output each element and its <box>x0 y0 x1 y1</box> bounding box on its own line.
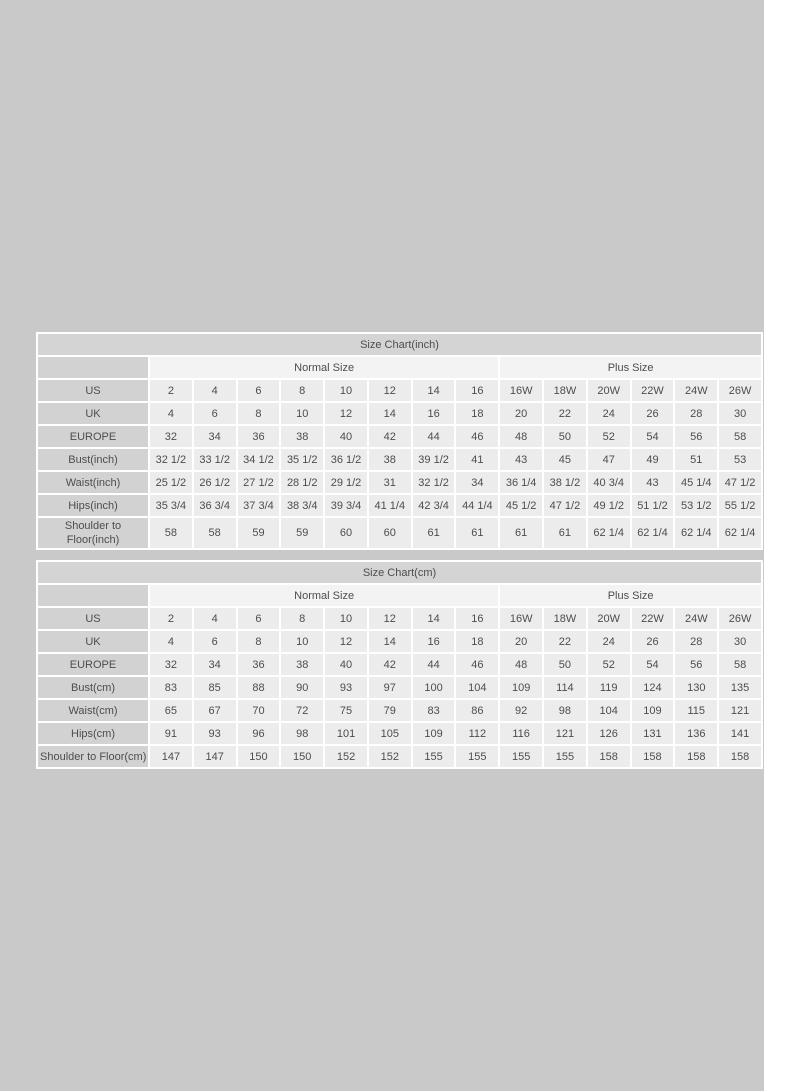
row-label: Bust(inch) <box>38 449 148 470</box>
size-value: 70 <box>238 700 280 721</box>
size-value: 49 <box>632 449 674 470</box>
size-value: 41 1/4 <box>369 495 411 516</box>
size-value: 105 <box>369 723 411 744</box>
table-row <box>38 677 761 698</box>
size-value: 8 <box>238 403 280 424</box>
size-value: 58 <box>194 518 236 548</box>
size-value: 34 <box>194 654 236 675</box>
size-value: 20 <box>500 403 542 424</box>
size-value: 37 3/4 <box>238 495 280 516</box>
size-value: 155 <box>456 746 498 767</box>
size-value: 58 <box>719 426 761 447</box>
table-title-row <box>38 562 761 583</box>
size-value: 31 <box>369 472 411 493</box>
size-value: 52 <box>588 426 630 447</box>
size-value: 39 3/4 <box>325 495 367 516</box>
size-value: 46 <box>456 654 498 675</box>
size-value: 12 <box>369 608 411 629</box>
size-value: 109 <box>500 677 542 698</box>
table-row <box>38 426 761 447</box>
size-value: 130 <box>675 677 717 698</box>
size-value: 4 <box>150 631 192 652</box>
size-value: 32 <box>150 426 192 447</box>
size-value: 16W <box>500 608 542 629</box>
row-label: Shoulder to Floor(inch) <box>38 518 148 548</box>
size-value: 59 <box>238 518 280 548</box>
size-value: 93 <box>194 723 236 744</box>
size-value: 152 <box>325 746 367 767</box>
corner-cell <box>38 585 148 606</box>
size-value: 56 <box>675 426 717 447</box>
size-value: 14 <box>413 608 455 629</box>
size-value: 39 1/2 <box>413 449 455 470</box>
group-header: Plus Size <box>500 357 761 378</box>
size-value: 10 <box>325 608 367 629</box>
size-value: 121 <box>544 723 586 744</box>
size-value: 42 <box>369 654 411 675</box>
size-value: 28 <box>675 631 717 652</box>
row-label: EUROPE <box>38 426 148 447</box>
size-value: 14 <box>369 403 411 424</box>
size-value: 48 <box>500 426 542 447</box>
size-value: 14 <box>413 380 455 401</box>
size-value: 20 <box>500 631 542 652</box>
size-value: 44 <box>413 426 455 447</box>
size-value: 61 <box>456 518 498 548</box>
size-value: 32 1/2 <box>150 449 192 470</box>
size-value: 42 <box>369 426 411 447</box>
size-value: 46 <box>456 426 498 447</box>
size-value: 16 <box>413 631 455 652</box>
table-row <box>38 746 761 767</box>
size-value: 50 <box>544 426 586 447</box>
size-value: 136 <box>675 723 717 744</box>
size-value: 54 <box>632 426 674 447</box>
size-value: 22W <box>632 608 674 629</box>
size-value: 158 <box>632 746 674 767</box>
size-value: 112 <box>456 723 498 744</box>
corner-cell <box>38 357 148 378</box>
size-value: 20W <box>588 608 630 629</box>
size-value: 18W <box>544 608 586 629</box>
size-value: 121 <box>719 700 761 721</box>
row-label: Waist(cm) <box>38 700 148 721</box>
size-value: 53 1/2 <box>675 495 717 516</box>
size-value: 62 1/4 <box>632 518 674 548</box>
size-value: 45 <box>544 449 586 470</box>
size-value: 24 <box>588 403 630 424</box>
size-value: 34 <box>194 426 236 447</box>
size-value: 34 <box>456 472 498 493</box>
group-header: Normal Size <box>150 585 498 606</box>
size-value: 58 <box>719 654 761 675</box>
table-row <box>38 518 761 548</box>
table-row <box>38 631 761 652</box>
size-value: 52 <box>588 654 630 675</box>
size-value: 40 3/4 <box>588 472 630 493</box>
table-row <box>38 495 761 516</box>
size-value: 155 <box>544 746 586 767</box>
size-value: 34 1/2 <box>238 449 280 470</box>
size-value: 158 <box>675 746 717 767</box>
size-value: 6 <box>238 608 280 629</box>
size-value: 60 <box>325 518 367 548</box>
size-chart-inch <box>36 332 763 550</box>
size-value: 104 <box>456 677 498 698</box>
row-label: US <box>38 380 148 401</box>
row-label: Hips(inch) <box>38 495 148 516</box>
size-value: 6 <box>194 631 236 652</box>
size-value: 8 <box>281 608 323 629</box>
size-value: 16 <box>456 380 498 401</box>
size-value: 20W <box>588 380 630 401</box>
size-value: 53 <box>719 449 761 470</box>
size-value: 30 <box>719 403 761 424</box>
size-value: 126 <box>588 723 630 744</box>
size-value: 98 <box>281 723 323 744</box>
group-header: Normal Size <box>150 357 498 378</box>
size-value: 40 <box>325 654 367 675</box>
size-value: 32 1/2 <box>413 472 455 493</box>
size-value: 85 <box>194 677 236 698</box>
size-value: 90 <box>281 677 323 698</box>
size-value: 18 <box>456 403 498 424</box>
size-value: 119 <box>588 677 630 698</box>
row-label: Bust(cm) <box>38 677 148 698</box>
row-label: Hips(cm) <box>38 723 148 744</box>
table-row <box>38 449 761 470</box>
size-value: 16 <box>413 403 455 424</box>
size-value: 10 <box>325 380 367 401</box>
size-value: 158 <box>719 746 761 767</box>
size-value: 61 <box>413 518 455 548</box>
size-value: 115 <box>675 700 717 721</box>
size-value: 96 <box>238 723 280 744</box>
size-value: 135 <box>719 677 761 698</box>
size-value: 44 1/4 <box>456 495 498 516</box>
size-value: 62 1/4 <box>719 518 761 548</box>
size-value: 45 1/4 <box>675 472 717 493</box>
size-value: 91 <box>150 723 192 744</box>
size-value: 44 <box>413 654 455 675</box>
size-value: 45 1/2 <box>500 495 542 516</box>
table-row <box>38 654 761 675</box>
size-value: 38 <box>281 654 323 675</box>
size-value: 42 3/4 <box>413 495 455 516</box>
size-value: 150 <box>238 746 280 767</box>
row-label: EUROPE <box>38 654 148 675</box>
size-value: 29 1/2 <box>325 472 367 493</box>
size-value: 141 <box>719 723 761 744</box>
row-label: UK <box>38 631 148 652</box>
size-value: 92 <box>500 700 542 721</box>
size-value: 4 <box>194 608 236 629</box>
size-value: 62 1/4 <box>675 518 717 548</box>
size-value: 26 <box>632 403 674 424</box>
size-value: 109 <box>413 723 455 744</box>
size-value: 98 <box>544 700 586 721</box>
size-value: 79 <box>369 700 411 721</box>
size-value: 38 <box>281 426 323 447</box>
group-header-row <box>38 585 761 606</box>
size-value: 25 1/2 <box>150 472 192 493</box>
size-value: 38 <box>369 449 411 470</box>
row-label: Waist(inch) <box>38 472 148 493</box>
size-value: 97 <box>369 677 411 698</box>
size-value: 22W <box>632 380 674 401</box>
size-value: 100 <box>413 677 455 698</box>
size-value: 61 <box>500 518 542 548</box>
size-value: 26 1/2 <box>194 472 236 493</box>
table-row <box>38 608 761 629</box>
size-value: 24 <box>588 631 630 652</box>
size-value: 2 <box>150 608 192 629</box>
table-row <box>38 403 761 424</box>
size-value: 22 <box>544 631 586 652</box>
size-value: 131 <box>632 723 674 744</box>
size-value: 18W <box>544 380 586 401</box>
size-value: 36 <box>238 426 280 447</box>
size-value: 4 <box>150 403 192 424</box>
size-value: 47 1/2 <box>544 495 586 516</box>
table-title: Size Chart(inch) <box>38 334 761 355</box>
size-value: 60 <box>369 518 411 548</box>
size-value: 6 <box>238 380 280 401</box>
table-row <box>38 472 761 493</box>
size-value: 158 <box>588 746 630 767</box>
size-value: 48 <box>500 654 542 675</box>
size-value: 12 <box>325 631 367 652</box>
size-value: 4 <box>194 380 236 401</box>
size-value: 43 <box>632 472 674 493</box>
table-row <box>38 723 761 744</box>
size-value: 36 1/4 <box>500 472 542 493</box>
size-value: 61 <box>544 518 586 548</box>
group-header-row <box>38 357 761 378</box>
size-value: 36 <box>238 654 280 675</box>
table-row <box>38 700 761 721</box>
size-value: 150 <box>281 746 323 767</box>
size-value: 43 <box>500 449 542 470</box>
table-row <box>38 380 761 401</box>
size-value: 16W <box>500 380 542 401</box>
size-value: 51 1/2 <box>632 495 674 516</box>
size-value: 26W <box>719 380 761 401</box>
size-value: 65 <box>150 700 192 721</box>
size-value: 54 <box>632 654 674 675</box>
row-label: US <box>38 608 148 629</box>
table-title-row <box>38 334 761 355</box>
size-chart-cm <box>36 560 763 769</box>
size-value: 28 <box>675 403 717 424</box>
size-value: 10 <box>281 631 323 652</box>
size-value: 35 1/2 <box>281 449 323 470</box>
size-value: 26 <box>632 631 674 652</box>
size-value: 50 <box>544 654 586 675</box>
size-value: 14 <box>369 631 411 652</box>
row-label: UK <box>38 403 148 424</box>
size-value: 22 <box>544 403 586 424</box>
size-value: 41 <box>456 449 498 470</box>
size-value: 47 1/2 <box>719 472 761 493</box>
size-value: 101 <box>325 723 367 744</box>
size-value: 58 <box>150 518 192 548</box>
size-value: 109 <box>632 700 674 721</box>
size-value: 8 <box>238 631 280 652</box>
table-title: Size Chart(cm) <box>38 562 761 583</box>
size-value: 147 <box>194 746 236 767</box>
size-value: 155 <box>413 746 455 767</box>
size-value: 18 <box>456 631 498 652</box>
size-value: 28 1/2 <box>281 472 323 493</box>
size-value: 2 <box>150 380 192 401</box>
size-value: 147 <box>150 746 192 767</box>
size-value: 83 <box>150 677 192 698</box>
size-value: 24W <box>675 608 717 629</box>
size-value: 155 <box>500 746 542 767</box>
size-value: 49 1/2 <box>588 495 630 516</box>
row-label: Shoulder to Floor(cm) <box>38 746 148 767</box>
size-value: 72 <box>281 700 323 721</box>
size-value: 114 <box>544 677 586 698</box>
size-value: 38 3/4 <box>281 495 323 516</box>
size-value: 30 <box>719 631 761 652</box>
size-value: 88 <box>238 677 280 698</box>
size-value: 55 1/2 <box>719 495 761 516</box>
size-value: 38 1/2 <box>544 472 586 493</box>
size-value: 12 <box>325 403 367 424</box>
size-value: 32 <box>150 654 192 675</box>
size-value: 47 <box>588 449 630 470</box>
size-value: 24W <box>675 380 717 401</box>
size-value: 86 <box>456 700 498 721</box>
size-value: 12 <box>369 380 411 401</box>
size-value: 40 <box>325 426 367 447</box>
size-value: 116 <box>500 723 542 744</box>
size-value: 10 <box>281 403 323 424</box>
size-value: 56 <box>675 654 717 675</box>
size-value: 59 <box>281 518 323 548</box>
size-value: 36 3/4 <box>194 495 236 516</box>
size-value: 36 1/2 <box>325 449 367 470</box>
size-value: 93 <box>325 677 367 698</box>
size-chart-table-cm <box>36 560 763 769</box>
size-value: 33 1/2 <box>194 449 236 470</box>
size-value: 124 <box>632 677 674 698</box>
size-value: 26W <box>719 608 761 629</box>
size-value: 8 <box>281 380 323 401</box>
size-value: 27 1/2 <box>238 472 280 493</box>
group-header: Plus Size <box>500 585 761 606</box>
size-value: 67 <box>194 700 236 721</box>
size-value: 152 <box>369 746 411 767</box>
size-value: 62 1/4 <box>588 518 630 548</box>
size-chart-table-inch <box>36 332 763 550</box>
size-value: 51 <box>675 449 717 470</box>
size-value: 75 <box>325 700 367 721</box>
size-value: 16 <box>456 608 498 629</box>
size-value: 6 <box>194 403 236 424</box>
size-value: 83 <box>413 700 455 721</box>
size-value: 104 <box>588 700 630 721</box>
size-value: 35 3/4 <box>150 495 192 516</box>
